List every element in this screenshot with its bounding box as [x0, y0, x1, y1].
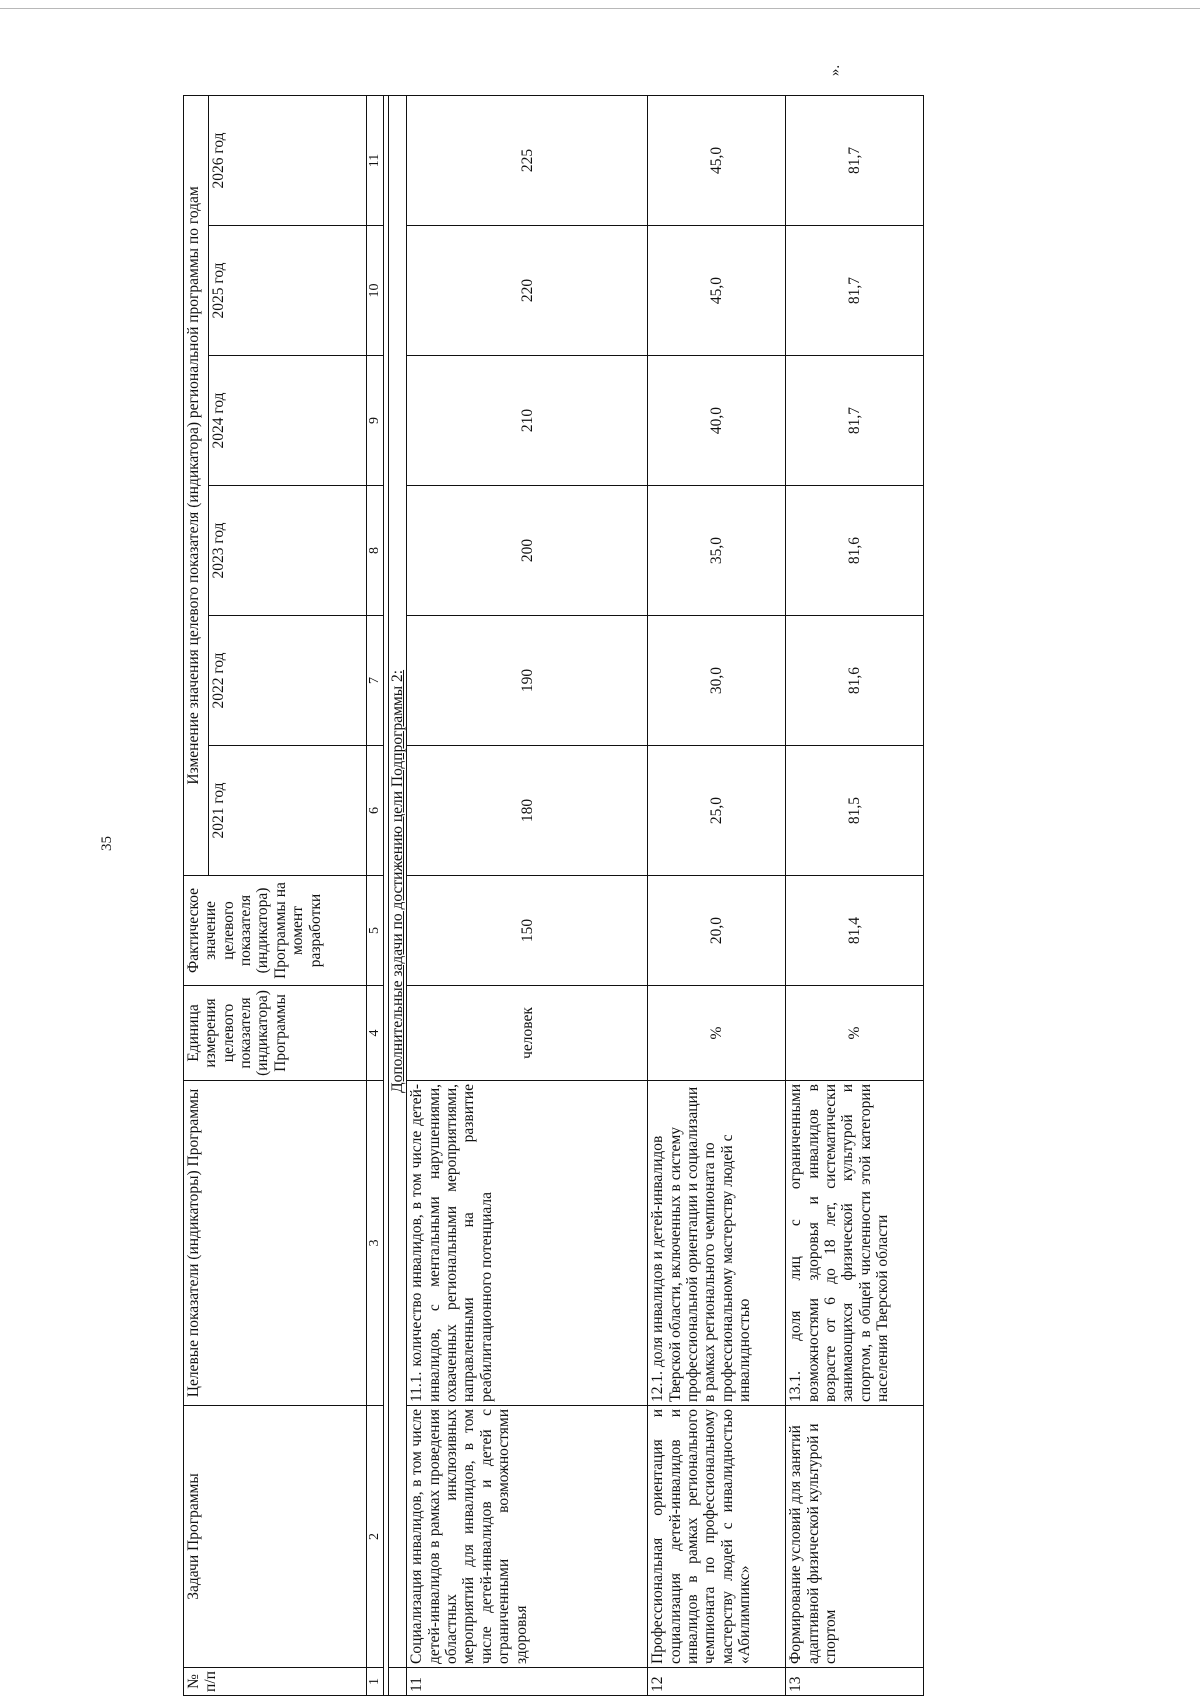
table-row — [786, 95, 924, 1695]
column-number: 11 — [367, 95, 384, 225]
header-num: № п/п — [184, 1668, 367, 1696]
unit-cell: человек — [407, 986, 648, 1081]
year-value-cell: 25,0 — [648, 746, 786, 876]
header-actual: Фактическое значение целевого показателя (индикатора) Программы на момент разработки — [184, 876, 367, 986]
actual-value-cell: 20,0 — [648, 876, 786, 986]
indicator-cell: 11.1. количество инвалидов, в том числе детей-инвалидов, с ментальными нарушениями, охваченных региональными мероприятиями, направленными на развитие реабилитационного потенциала — [407, 1081, 648, 1406]
year-value-cell: 210 — [407, 356, 648, 486]
rotated-table-container — [183, 95, 924, 1696]
section-title: Дополнительные задачи по достижению цели Подпрограммы 2: — [389, 95, 407, 1667]
year-value-cell: 225 — [407, 95, 648, 225]
year-value-cell: 81,6 — [786, 486, 924, 616]
page-number: 35 — [99, 836, 115, 851]
column-number: 10 — [367, 226, 384, 356]
year-value-cell: 30,0 — [648, 616, 786, 746]
column-number: 8 — [367, 486, 384, 616]
column-number: 2 — [367, 1406, 384, 1668]
year-value-cell: 81,6 — [786, 616, 924, 746]
year-value-cell: 220 — [407, 226, 648, 356]
year-value-cell: 200 — [407, 486, 648, 616]
unit-cell: % — [786, 986, 924, 1081]
header-year: 2022 год — [209, 616, 367, 746]
indicators-table — [183, 95, 924, 1696]
row-number: 12 — [648, 1668, 786, 1696]
year-value-cell: 81,7 — [786, 95, 924, 225]
year-value-cell: 81,7 — [786, 226, 924, 356]
unit-cell: % — [648, 986, 786, 1081]
actual-value-cell: 150 — [407, 876, 648, 986]
closing-quote-mark: ». — [827, 64, 844, 77]
year-value-cell: 45,0 — [648, 95, 786, 225]
header-tasks: Задачи Программы — [184, 1406, 367, 1668]
task-cell: Профессиональная ориентация и социализация детей-инвалидов и инвалидов в рамках регионального чемпионата по профессиональному мастерству людей с инвалидностью «Абилимпикс» — [648, 1406, 786, 1668]
column-number-row — [367, 95, 384, 1695]
header-year: 2025 год — [209, 226, 367, 356]
column-number: 6 — [367, 746, 384, 876]
column-number: 1 — [367, 1668, 384, 1696]
task-cell: Социализация инвалидов, в том числе детей-инвалидов в рамках проведения областных инклюзивных мероприятий для инвалидов, в том числе детей-инвалидов и детей с ограниченными возможностями здоровья — [407, 1406, 648, 1668]
row-number: 13 — [786, 1668, 924, 1696]
column-number: 3 — [367, 1081, 384, 1406]
table-row — [648, 95, 786, 1695]
header-year: 2023 год — [209, 486, 367, 616]
header-row-1 — [184, 95, 209, 1695]
scan-edge — [0, 0, 1200, 9]
year-value-cell: 35,0 — [648, 486, 786, 616]
year-value-cell: 81,7 — [786, 356, 924, 486]
column-number: 9 — [367, 356, 384, 486]
header-year: 2024 год — [209, 356, 367, 486]
indicator-cell: 13.1. доля лиц с ограниченными возможностями здоровья и инвалидов в возрасте от 6 до 18 лет, систематически занимающихся физической культурой и спортом, в общей численности этой категории населения Тверской области — [786, 1081, 924, 1406]
year-value-cell: 180 — [407, 746, 648, 876]
header-indicators: Целевые показатели (индикаторы) Программы — [184, 1081, 367, 1406]
section-left-cell — [389, 1668, 407, 1696]
year-value-cell: 81,5 — [786, 746, 924, 876]
task-cell: Формирование условий для занятий адаптивной физической культурой и спортом — [786, 1406, 924, 1668]
header-year: 2021 год — [209, 746, 367, 876]
column-number: 7 — [367, 616, 384, 746]
row-number: 11 — [407, 1668, 648, 1696]
year-value-cell: 45,0 — [648, 226, 786, 356]
year-value-cell: 190 — [407, 616, 648, 746]
column-number: 5 — [367, 876, 384, 986]
indicator-cell: 12.1. доля инвалидов и детей-инвалидов Тверской области, включенных в систему профессиональной ориентации и социализации в рамках регионального чемпионата по профессиональному мастерству людей с инвалидностью — [648, 1081, 786, 1406]
header-year: 2026 год — [209, 95, 367, 225]
section-row — [389, 95, 407, 1695]
header-change: Изменение значения целевого показателя (индикатора) региональной программы по годам — [184, 95, 209, 875]
column-number: 4 — [367, 986, 384, 1081]
year-value-cell: 40,0 — [648, 356, 786, 486]
actual-value-cell: 81,4 — [786, 876, 924, 986]
table-row — [407, 95, 648, 1695]
header-unit: Единица измерения целевого показателя (индикатора) Программы — [184, 986, 367, 1081]
